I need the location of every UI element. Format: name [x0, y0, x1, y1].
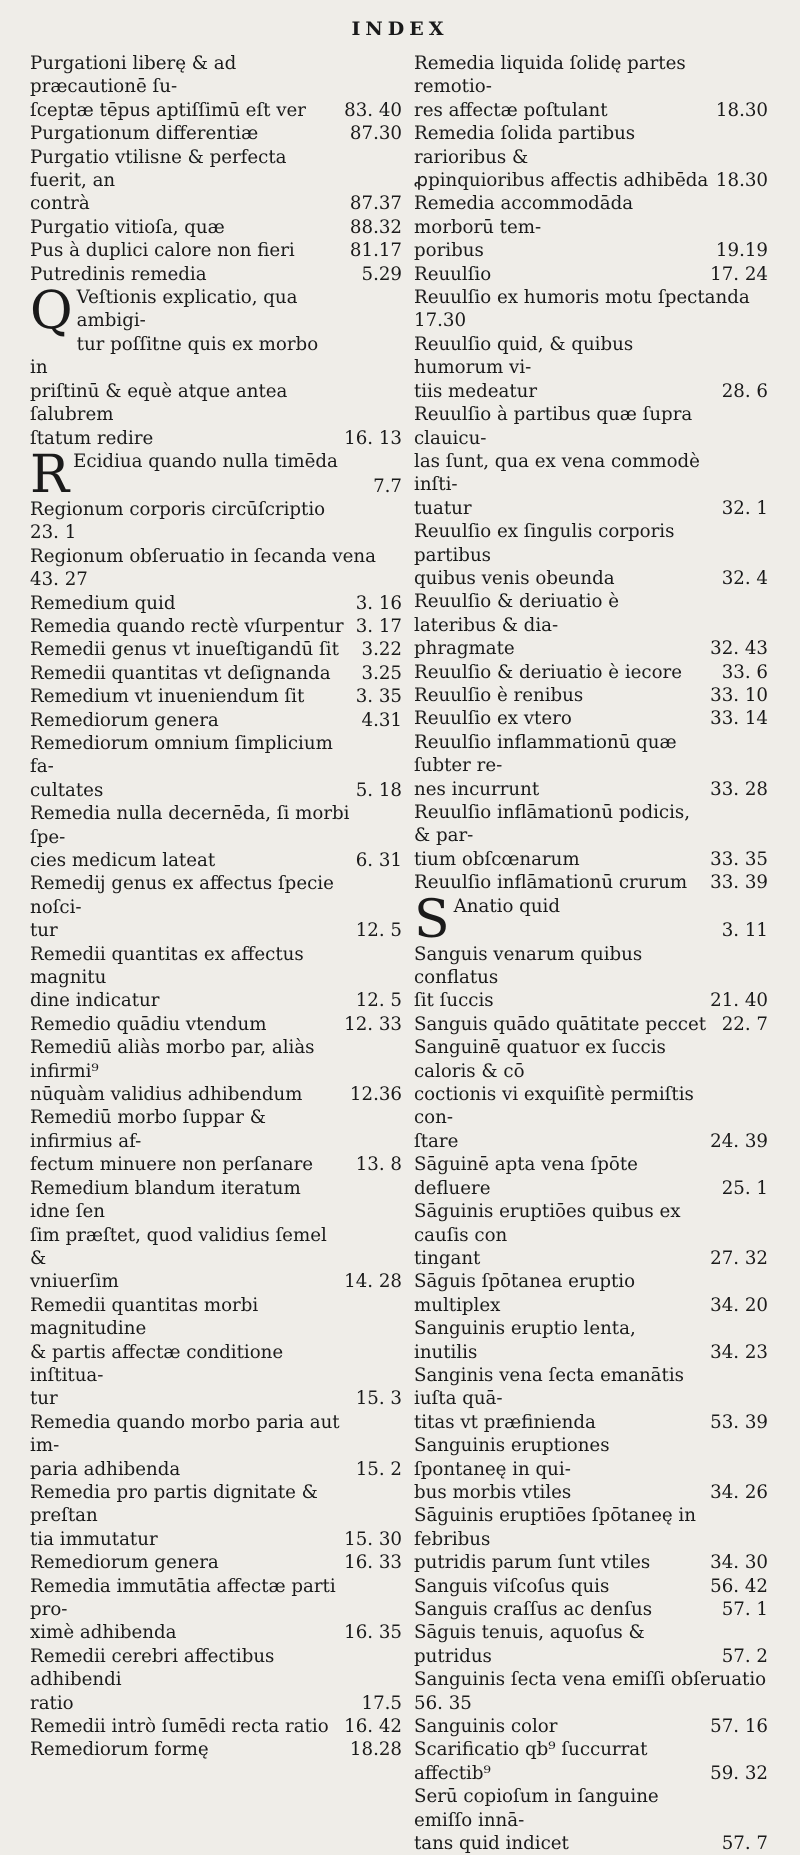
index-entry-text: Putredinis remedia — [30, 263, 207, 285]
index-entry-text: Remedia accommodāda morborū tem- poribus — [414, 193, 634, 262]
index-entry — [414, 1153, 768, 1200]
index-entry — [30, 52, 402, 122]
index-entry-text: Sanguinē quatuor ex ſuccis caloris & cō coctionis vi exquiſitè permiſtis con- ſtare — [414, 1037, 694, 1152]
index-entry-page-ref: 88.32 — [349, 216, 402, 238]
index-entry — [30, 545, 402, 592]
index-entry-page-ref: 5.29 — [361, 263, 402, 285]
index-entry — [414, 1621, 768, 1668]
index-entry-page-ref: 16. 35 — [344, 1622, 402, 1644]
index-entry-text: Remedia quando rectè vſurpentur — [30, 615, 344, 637]
index-entry — [414, 889, 768, 950]
index-entry — [414, 1715, 768, 1738]
index-entry-page-ref: 4.31 — [361, 709, 402, 731]
index-entry-text: Sāguis ſpōtanea eruptio multiplex — [414, 1271, 636, 1316]
index-entry-text: Reuulſio inflāmationū podicis, & par- tium obſcœnarum — [414, 802, 691, 870]
index-entry-page-ref: 3. 35 — [355, 686, 402, 708]
index-entry-page-ref: 34. 30 — [710, 1552, 768, 1574]
index-entry — [30, 872, 402, 942]
index-entry-page-ref: 33. 35 — [710, 848, 768, 870]
index-entry-text: Remediorum genera — [30, 1552, 219, 1574]
index-entry-text: Purgatio vitioſa, quæ — [30, 216, 225, 238]
index-entry — [30, 239, 402, 262]
index-entry — [30, 1036, 402, 1106]
index-entry — [414, 333, 768, 403]
index-entry-page-ref: 3.25 — [361, 662, 402, 684]
index-entry — [30, 444, 402, 505]
index-entry — [414, 520, 768, 590]
index-entry-text: Remedium blandum iteratum idne ſen ſim præſtet, quod validius ſemel & vniuerſim — [30, 1177, 327, 1293]
index-entry — [414, 1364, 768, 1434]
index-entry-page-ref: 32. 4 — [721, 567, 768, 589]
index-entry-text: Remedii intrò ſumēdi recta ratio — [30, 1716, 329, 1738]
index-entry-text: Pus à duplici calore non fieri — [30, 240, 295, 262]
index-entry — [30, 732, 402, 802]
index-entry-page-ref: 12. 5 — [355, 920, 402, 942]
index-entry-text: Reuulſio è renibus — [414, 684, 584, 706]
index-entry — [30, 1481, 402, 1551]
index-entry — [414, 1434, 768, 1504]
index-entry-text: Remedia quando morbo paria aut im- paria adhibenda — [30, 1411, 340, 1480]
index-entry-text: Remedii quantitas ex affectus magnitu dine indicatur — [30, 943, 304, 1012]
index-entry-page-ref: 7.7 — [373, 475, 402, 497]
index-entry-text: Purgationi liberę & ad præcautionē ſu- ſceptæ tēpus aptiſſimū eſt ver — [30, 53, 307, 121]
index-entry-page-ref: 25. 1 — [721, 1177, 768, 1199]
index-entry — [414, 731, 768, 801]
index-entry-page-ref: 34. 26 — [710, 1481, 768, 1503]
index-entry-text: Remedij genus ex affectus ſpecie noſci- tur — [30, 873, 334, 942]
index-entry-page-ref: 18.28 — [349, 1739, 402, 1761]
index-entry — [414, 684, 768, 707]
index-entry — [30, 216, 402, 239]
index-entry — [414, 52, 768, 122]
index-entry-text: Remediū morbo ſuppar & infirmius af- fectum minuere non perſanare — [30, 1107, 314, 1176]
index-entry — [30, 638, 402, 661]
index-entry — [30, 592, 402, 615]
index-entry-text: Reuulſio & deriuatio è iecore — [414, 661, 682, 683]
index-entry — [414, 122, 768, 192]
index-entry-text: Reuulſio inflammationū quæ ſubter re- nes incurrunt — [414, 731, 677, 800]
index-entry-page-ref: 3.22 — [361, 639, 402, 661]
index-entry-text: Purgationum differentiæ — [30, 123, 259, 145]
index-entry-text: Remedii quantitas morbi magnitudine & partis affectæ conditione inſtitua- tur — [30, 1294, 284, 1410]
index-entry — [414, 1504, 768, 1574]
index-entry-page-ref: 16. 42 — [344, 1716, 402, 1738]
index-entry — [30, 1294, 402, 1411]
index-entry — [30, 1645, 402, 1715]
index-entry-text: Sanginis vena ſecta emanātis iuſta quā- titas vt præfinienda — [414, 1364, 684, 1433]
index-entry — [30, 1177, 402, 1294]
index-entry — [414, 286, 768, 333]
index-entry — [414, 1598, 768, 1621]
index-entry-text: Remedii quantitas vt deſignanda — [30, 662, 331, 684]
index-entry-page-ref: 21. 40 — [710, 990, 768, 1012]
index-entry — [30, 662, 402, 685]
index-entry-page-ref: 13. 8 — [355, 1154, 402, 1176]
index-entry-page-ref: 24. 39 — [710, 1130, 768, 1152]
index-entry-text: Remedio quādiu vtendum — [30, 1013, 267, 1035]
index-entry-page-ref: 53. 39 — [710, 1411, 768, 1433]
index-entry-text: Regionum corporis circūſcriptio 23. 1 — [30, 498, 326, 544]
index-entry — [414, 1013, 768, 1036]
index-entry — [414, 707, 768, 730]
index-entry-text: Purgatio vtilisne & perfecta fuerit, an contrà — [30, 146, 287, 215]
index-entry — [30, 802, 402, 872]
index-entry-page-ref: 34. 20 — [710, 1294, 768, 1316]
index-entry-page-ref: 87.37 — [349, 193, 402, 215]
index-entry — [30, 1551, 402, 1574]
index-entry-text: Sanguinis ſecta vena emiſſi obſeruatio 56. 35 — [414, 1669, 767, 1714]
index-entry — [414, 1668, 768, 1715]
index-entry-page-ref: 15. 3 — [355, 1388, 402, 1410]
index-entry-page-ref: 81.17 — [349, 240, 402, 262]
index-entry-text: Reuulſio & deriuatio è lateribus & dia- phragmate — [414, 591, 620, 660]
index-entry-page-ref: 59. 32 — [710, 1762, 768, 1784]
index-entry-page-ref: 15. 2 — [355, 1458, 402, 1480]
index-entry-text: Remedii cerebri affectibus adhibendi ratio — [30, 1645, 275, 1714]
index-entry-text: Remediū aliàs morbo par, aliàs infirmi⁹ nūquàm validius adhibendum — [30, 1037, 315, 1106]
index-entry-text: Remediorum formę — [30, 1739, 209, 1761]
index-entry-page-ref: 57. 2 — [721, 1645, 768, 1667]
index-entry-page-ref: 33. 14 — [710, 708, 768, 730]
index-entry-page-ref: 3. 16 — [355, 592, 402, 614]
page-title: INDEX — [351, 18, 449, 40]
index-entry — [414, 1738, 768, 1785]
index-entry-page-ref: 17.5 — [361, 1692, 402, 1714]
index-entry-page-ref: 34. 23 — [710, 1341, 768, 1363]
index-entry-page-ref: 57. 7 — [721, 1833, 768, 1855]
index-entry-page-ref: 18.30 — [715, 170, 768, 192]
index-entry-text: Sāguinis eruptiōes ſpōtaneę in febribus putridis parum ſunt vtiles — [414, 1505, 696, 1574]
index-entry — [414, 1317, 768, 1364]
index-entry-text: Remedii genus vt inueſtigandū ſit — [30, 639, 339, 661]
index-entry-page-ref: 83. 40 — [344, 99, 402, 121]
index-entry-text: Remedia immutātia affectæ parti pro- ximè adhibenda — [30, 1575, 336, 1644]
index-entry-text: Sāguis tenuis, aquoſus & putridus — [414, 1622, 645, 1667]
index-entry-page-ref: 28. 6 — [721, 380, 768, 402]
index-entry-text: Serū copioſum in ſanguine emiſſo innā- tans quid indicet — [414, 1786, 659, 1855]
index-entry-text: Remedium quid — [30, 592, 176, 614]
index-entry-text: Remediorum omnium ſimplicium fa- cultates — [30, 732, 333, 801]
index-entry-page-ref: 32. 1 — [721, 497, 768, 519]
index-entry-page-ref: 57. 16 — [710, 1716, 768, 1738]
drop-capital: Q — [30, 281, 73, 342]
index-entry — [30, 1575, 402, 1645]
index-entry — [414, 943, 768, 1013]
index-entry-page-ref: 6. 31 — [355, 850, 402, 871]
index-entry-page-ref: 12. 5 — [355, 990, 402, 1012]
index-entry-page-ref: 3. 17 — [355, 615, 402, 637]
index-entry-text: Reuulſio inflāmationū crurum — [414, 872, 688, 894]
index-entry — [30, 281, 402, 450]
index-entry-page-ref: 33. 39 — [710, 872, 768, 894]
index-entry — [414, 590, 768, 660]
index-entry-text: Remedia pro partis dignitate & preſtan tia immutatur — [30, 1481, 318, 1550]
index-entry — [30, 1106, 402, 1176]
index-entry-text: Reuulſio ex ſingulis corporis partibus quibus venis obeunda — [414, 521, 675, 589]
index-entry — [414, 192, 768, 262]
index-entry — [30, 615, 402, 638]
index-entry-text: Reuulſio ex humoris motu ſpectanda 17.30 — [414, 287, 750, 332]
index-entry — [30, 1738, 402, 1761]
index-entry-page-ref: 57. 1 — [721, 1599, 768, 1620]
index-entry-text: Sanguinis eruptio lenta, inutilis — [414, 1318, 636, 1363]
index-entry — [30, 498, 402, 545]
index-entry-page-ref: 56. 42 — [710, 1575, 768, 1597]
index-entry-page-ref: 33. 10 — [710, 684, 768, 706]
index-entry-page-ref: 32. 43 — [710, 638, 768, 660]
index-entry — [414, 1575, 768, 1598]
index-entry — [414, 661, 768, 684]
index-entry-page-ref: 19.19 — [715, 240, 768, 262]
index-entry — [414, 1200, 768, 1270]
index-entry — [30, 1013, 402, 1036]
index-entry-page-ref: 17. 24 — [710, 263, 768, 285]
index-entry-text: Regionum obſeruatio in ſecanda vena 43. 27 — [30, 545, 376, 591]
index-entry-text: Reuulſio à partibus quæ ſupra clauicu- las ſunt, qua ex vena commodè inſti- tuatur — [414, 404, 700, 519]
index-entry-page-ref: 3. 11 — [721, 920, 768, 942]
index-entry — [30, 122, 402, 145]
index-entry-text: Remedia nulla decernēda, ſi morbi ſpe- cies medicum lateat — [30, 803, 350, 871]
index-entry-text: R Ecidiua quando nulla timēda — [30, 444, 338, 505]
index-column-right — [414, 52, 768, 1855]
index-column-left — [30, 52, 402, 1762]
index-entry — [414, 263, 768, 286]
index-entry-page-ref: 14. 28 — [344, 1271, 402, 1293]
index-entry-page-ref: 27. 32 — [710, 1247, 768, 1269]
index-entry-text: Remedia ſolida partibus rarioribus & ꝓpinquioribus affectis adhibēda — [414, 123, 709, 192]
index-entry — [414, 1270, 768, 1317]
index-entry — [414, 1785, 768, 1855]
index-entry-page-ref: 12. 33 — [344, 1013, 402, 1035]
index-entry-page-ref: 16. 33 — [344, 1552, 402, 1574]
index-entry — [414, 801, 768, 871]
index-entry-page-ref: 22. 7 — [721, 1013, 768, 1035]
index-entry-page-ref: 15. 30 — [344, 1528, 402, 1550]
index-entry-text: Reuulſio — [414, 263, 492, 285]
index-entry-page-ref: 5. 18 — [355, 779, 402, 801]
index-entry-text: Sanguinis color — [414, 1716, 558, 1738]
index-entry-text: Reuulſio ex vtero — [414, 708, 572, 730]
index-entry — [30, 943, 402, 1013]
index-entry-page-ref: 33. 28 — [710, 778, 768, 800]
index-entry — [30, 1715, 402, 1738]
index-entry-text: Sāguinē apta vena ſpōte defluere — [414, 1154, 638, 1199]
index-entry — [414, 1036, 768, 1153]
index-entry-text: Remedia liquida ſolidę partes remotio- res affectæ poſtulant — [414, 53, 686, 121]
index-entry-text: Reuulſio quid, & quibus humorum vi- tiis medeatur — [414, 333, 634, 402]
index-entry-text: Sanguis craſſus ac denſus — [414, 1599, 653, 1620]
index-entry-text: Sanguis venarum quibus conflatus ſit ſuccis — [414, 943, 643, 1012]
index-entry — [30, 1411, 402, 1481]
index-entry-text: Sāguinis eruptiōes quibus ex cauſis con tingant — [414, 1201, 681, 1269]
index-entry-text: Scarificatio qb⁹ ſuccurrat affectib⁹ — [414, 1739, 648, 1784]
index-entry-text: Sanguis quādo quātitate peccet — [414, 1013, 707, 1035]
index-entry — [30, 709, 402, 732]
index-entry-text: Q Veſtionis explicatio, qua ambigi- tur poſſitne quis ex morbo in priſtinū & equè atque antea ſalubrem ſtatum redire — [30, 281, 319, 449]
index-entry — [414, 403, 768, 520]
index-entry-page-ref: 18.30 — [715, 99, 768, 121]
index-entry-page-ref: 16. 13 — [344, 427, 402, 449]
index-entry-page-ref: 33. 6 — [721, 661, 768, 683]
index-entry — [30, 146, 402, 216]
drop-capital: S — [414, 889, 450, 950]
index-entry-page-ref: 87.30 — [349, 123, 402, 145]
index-entry-text: Sanguinis eruptiones ſpontaneę in qui- bus morbis vtiles — [414, 1435, 610, 1503]
index-entry-page-ref: 12.36 — [349, 1084, 402, 1106]
index-entry — [414, 871, 768, 894]
index-entry — [30, 263, 402, 286]
drop-capital: R — [30, 444, 70, 505]
index-entry-text: Remedium vt inueniendum ſit — [30, 686, 305, 708]
index-entry-text: Remediorum genera — [30, 709, 219, 731]
index-entry-text: S Anatio quid — [414, 889, 560, 950]
index-entry-text: Sanguis viſcoſus quis — [414, 1575, 610, 1597]
index-entry — [30, 685, 402, 708]
